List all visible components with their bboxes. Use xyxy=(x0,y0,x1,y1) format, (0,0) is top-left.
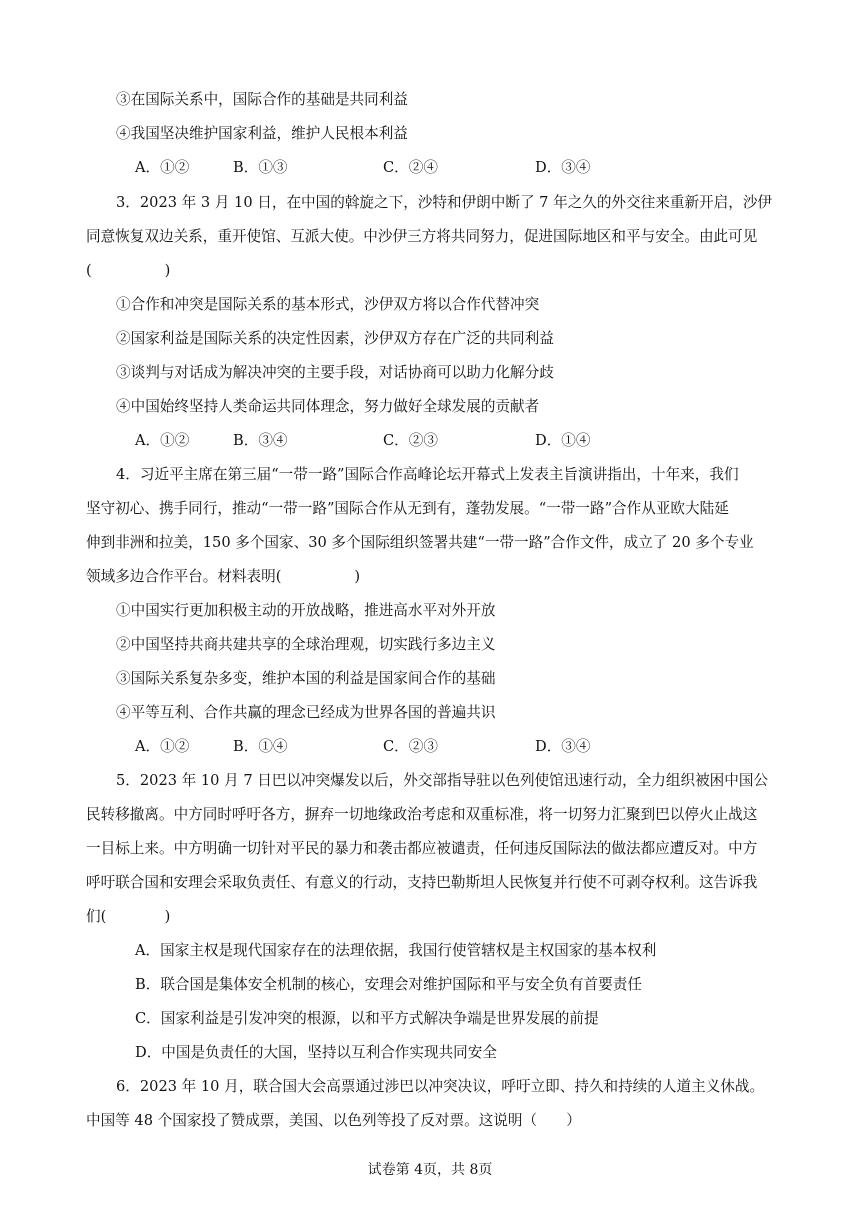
q3-stem-line: 同意恢复双边关系，重开使馆、互派大使。中沙伊三方将共同努力，促进国际地区和平与安全。由此可见 xyxy=(86,228,758,245)
q2-option-c[interactable]: C．②④ xyxy=(383,159,438,176)
q4-item-3: ③国际关系复杂多变，维护本国的利益是国家间合作的基础 xyxy=(116,670,496,687)
q4-stem-line: 坚守初心、携手同行，推动“一带一路”国际合作从无到有，蓬勃发展。“一带一路”合作从亚欧大陆延 xyxy=(86,500,729,517)
q2-item-4: ④我国坚决维护国家利益，维护人民根本利益 xyxy=(116,125,408,142)
q3-item-2: ②国家利益是国际关系的决定性因素，沙伊双方存在广泛的共同利益 xyxy=(116,330,554,347)
q5-option-b[interactable]: B．联合国是集体安全机制的核心，安理会对维护国际和平与安全负有首要责任 xyxy=(135,976,642,993)
q4-option-c[interactable]: C．②③ xyxy=(383,738,438,755)
q5-option-a[interactable]: A．国家主权是现代国家存在的法理依据，我国行使管辖权是主权国家的基本权利 xyxy=(135,942,657,959)
q3-item-4: ④中国始终坚持人类命运共同体理念，努力做好全球发展的贡献者 xyxy=(116,398,540,415)
q5-stem-line: 5．2023 年 10 月 7 日巴以冲突爆发以后，外交部指导驻以色列使馆迅速行动，全力组织被困中国公 xyxy=(116,772,769,789)
q5-stem-line: 一目标上来。中方明确一切针对平民的暴力和袭击都应被谴责，任何违反国际法的做法都应遭反对。中方 xyxy=(86,840,758,857)
page-footer: 试卷第 4页，共 8页 xyxy=(367,1162,493,1178)
q6-stem-line: 中国等 48 个国家投了赞成票，美国、以色列等投了反对票。这说明（ ） xyxy=(86,1112,581,1129)
q4-item-1: ①中国实行更加积极主动的开放战略，推进高水平对外开放 xyxy=(116,602,496,619)
q3-option-b[interactable]: B．③④ xyxy=(233,432,288,449)
q2-item-3: ③在国际关系中，国际合作的基础是共同利益 xyxy=(116,91,408,108)
q4-option-d[interactable]: D．③④ xyxy=(535,738,591,755)
q3-answer-blank: ( ) xyxy=(86,262,171,279)
q3-item-1: ①合作和冲突是国际关系的基本形式，沙伊双方将以合作代替冲突 xyxy=(116,296,540,313)
q6-stem-line: 6．2023 年 10 月，联合国大会高票通过涉巴以冲突决议，呼吁立即、持久和持续的人道主义休战。 xyxy=(116,1078,765,1095)
q5-option-c[interactable]: C．国家利益是引发冲突的根源，以和平方式解决争端是世界发展的前提 xyxy=(135,1010,599,1027)
q4-item-2: ②中国坚持共商共建共享的全球治理观，切实践行多边主义 xyxy=(116,636,496,653)
q2-option-a[interactable]: A．①② xyxy=(135,159,190,176)
q3-item-3: ③谈判与对话成为解决冲突的主要手段，对话协商可以助力化解分歧 xyxy=(116,364,554,381)
q3-stem-line: 3．2023 年 3 月 10 日，在中国的斡旋之下，沙特和伊朗中断了 7 年之久的外交往来重新开启，沙伊 xyxy=(116,194,773,211)
q5-option-d[interactable]: D．中国是负责任的大国，坚持以互利合作实现共同安全 xyxy=(135,1044,497,1061)
q2-option-d[interactable]: D．③④ xyxy=(535,159,591,176)
q4-stem-line: 伸到非洲和拉美，150 多个国家、30 多个国际组织签署共建“一带一路”合作文件，成立了 20 多个专业 xyxy=(86,534,754,551)
q3-option-a[interactable]: A．①② xyxy=(135,432,190,449)
q5-stem-line: 呼吁联合国和安理会采取负责任、有意义的行动，支持巴勒斯坦人民恢复并行使不可剥夺权利。这告诉我 xyxy=(86,874,758,891)
q4-stem-line: 领域多边合作平台。材料表明( ) xyxy=(86,568,361,585)
q4-option-a[interactable]: A．①② xyxy=(135,738,190,755)
q2-option-b[interactable]: B．①③ xyxy=(233,159,288,176)
q3-option-d[interactable]: D．①④ xyxy=(535,432,591,449)
q5-answer-blank: 们( ) xyxy=(86,908,171,925)
q3-option-c[interactable]: C．②③ xyxy=(383,432,438,449)
q4-option-b[interactable]: B．①④ xyxy=(233,738,288,755)
q5-stem-line: 民转移撤离。中方同时呼吁各方，摒弃一切地缘政治考虑和双重标准，将一切努力汇聚到巴以停火止战这 xyxy=(86,806,758,823)
q4-stem-line: 4．习近平主席在第三届“一带一路”国际合作高峰论坛开幕式上发表主旨演讲指出，十年来，我们 xyxy=(116,466,739,483)
q4-item-4: ④平等互利、合作共赢的理念已经成为世界各国的普遍共识 xyxy=(116,704,496,721)
